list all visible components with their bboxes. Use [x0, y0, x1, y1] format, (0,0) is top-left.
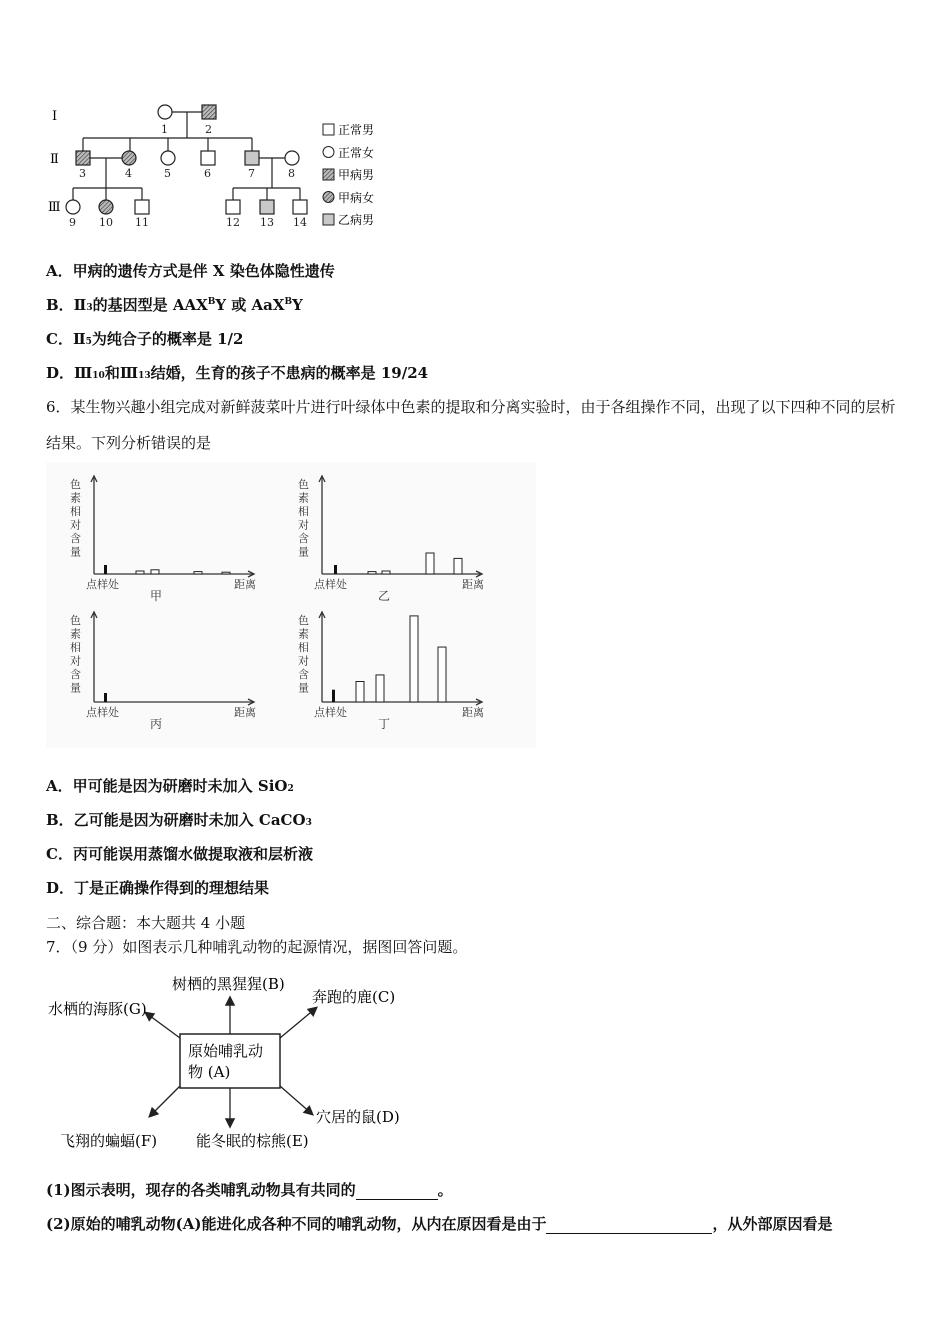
- q5-option-d-part: 10: [92, 371, 105, 381]
- individual-number: 13: [260, 216, 274, 229]
- q6-option-c: C．丙可能误用蒸馏水做提取液和层析液: [46, 845, 313, 863]
- y-axis-label: 素: [70, 627, 81, 641]
- q7-sub1-text: (1)图示表明，现存的各类哺乳动物具有共同的: [46, 1181, 356, 1199]
- q7-sub1-blank[interactable]: [356, 1183, 438, 1200]
- bar-sample-spot: [104, 693, 107, 702]
- q5-option-c: [46, 329, 243, 352]
- x-axis-label-start: 点样处: [86, 706, 119, 719]
- label-bear: 能冬眠的棕熊(E): [196, 1132, 309, 1150]
- individual-10: [99, 200, 113, 214]
- individual-12: [226, 200, 240, 214]
- q7-sub1: [46, 1180, 453, 1200]
- individual-number: 2: [205, 123, 212, 136]
- individual-14: [293, 200, 307, 214]
- mammal-origin-diagram: [46, 968, 416, 1154]
- center-label: 原始哺乳动: [188, 1042, 264, 1060]
- panel-label: 丙: [150, 717, 163, 731]
- q5-option-d-part: D．Ⅲ: [46, 364, 93, 382]
- x-axis-label-end: 距离: [462, 578, 484, 591]
- bar-pigment: [376, 675, 384, 702]
- q7-sub2-text: ，从外部原因看是: [712, 1215, 833, 1233]
- pedigree-figure: [40, 96, 400, 236]
- y-axis-label: 对: [298, 654, 309, 668]
- q5-option-c-part: 为纯合子的概率是 1/2: [91, 330, 244, 348]
- individual-number: 11: [135, 216, 149, 229]
- q6-option-a-part: 2: [287, 784, 294, 794]
- individual-number: 10: [99, 216, 113, 229]
- individual-8: [285, 151, 299, 165]
- gen-label: Ⅲ: [48, 200, 61, 215]
- y-axis-label: 素: [298, 627, 309, 641]
- q7-stem: 7．（9 分）如图表示几种哺乳动物的起源情况，据图回答问题。: [46, 938, 468, 956]
- x-axis-label-start: 点样处: [314, 706, 347, 719]
- bar-pigment: [382, 571, 390, 574]
- q5-option-d-part: 和Ⅲ: [104, 364, 139, 382]
- individual-number: 14: [293, 216, 307, 229]
- y-axis-label: 相: [298, 505, 309, 518]
- bar-pigment: [438, 647, 446, 702]
- legend-normal-male-icon: [323, 124, 334, 135]
- x-axis-label-end: 距离: [462, 706, 484, 719]
- individual-9: [66, 200, 80, 214]
- y-axis-label: 色: [70, 478, 81, 491]
- individual-7: [245, 151, 259, 165]
- q5-option-b-part: B．Ⅱ: [46, 296, 87, 314]
- legend-normal-female-icon: [323, 147, 334, 158]
- q5-option-b-part: Y 或 AaX: [215, 296, 285, 314]
- y-axis-label: 量: [70, 681, 81, 695]
- y-axis-label: 相: [70, 505, 81, 518]
- individual-2: [202, 105, 216, 119]
- q5-option-b-part: B: [207, 297, 216, 307]
- q7-sub2-blank[interactable]: [546, 1217, 712, 1234]
- y-axis-label: 相: [298, 641, 309, 654]
- label-deer: 奔跑的鹿(C): [312, 988, 396, 1006]
- y-axis-label: 量: [298, 681, 309, 695]
- individual-number: 3: [79, 167, 86, 180]
- label-bat: 飞翔的蝙蝠(F): [60, 1132, 158, 1150]
- section-heading: 二、综合题：本大题共 4 小题: [46, 914, 246, 932]
- y-axis-label: 素: [298, 491, 309, 505]
- q6-stem: 6．某生物兴趣小组完成对新鲜菠菜叶片进行叶绿体中色素的提取和分离实验时，由于各组操作不同，出现了以下四种不同的层析结果。下列分析错误的是: [46, 398, 896, 452]
- center-label: 物 (A): [188, 1063, 231, 1081]
- individual-number: 5: [164, 167, 171, 180]
- q7-sub2: [46, 1214, 832, 1234]
- bar-pigment: [454, 558, 462, 574]
- x-axis-label-end: 距离: [234, 578, 256, 591]
- individual-1: [158, 105, 172, 119]
- y-axis-label: 对: [70, 518, 81, 532]
- y-axis-label: 色: [70, 614, 81, 627]
- q5-option-a: A．甲病的遗传方式是伴 X 染色体隐性遗传: [46, 262, 335, 280]
- y-axis-label: 含: [70, 668, 81, 681]
- bar-pigment: [410, 616, 418, 702]
- q5-option-b-part: B: [284, 297, 293, 307]
- y-axis-label: 对: [298, 518, 309, 532]
- individual-11: [135, 200, 149, 214]
- bar-sample-spot: [332, 690, 335, 702]
- q6-option-d: D．丁是正确操作得到的理想结果: [46, 879, 270, 897]
- q7-sub2-text: (2)原始的哺乳动物(A)能进化成各种不同的哺乳动物，从内在原因看是由于: [46, 1215, 547, 1233]
- chromatography-charts: [46, 462, 536, 748]
- bar-pigment: [194, 572, 202, 574]
- individual-number: 12: [226, 216, 240, 229]
- bar-pigment: [426, 553, 434, 574]
- label-mouse: 穴居的鼠(D): [316, 1108, 400, 1126]
- individual-number: 1: [161, 123, 168, 136]
- q5-option-b-part: Y: [292, 296, 303, 314]
- individual-number: 4: [125, 167, 132, 180]
- legend-label: 甲病女: [338, 191, 375, 205]
- individual-4: [122, 151, 136, 165]
- legend-yi-male-icon: [323, 214, 334, 225]
- x-axis-label-end: 距离: [234, 706, 256, 719]
- x-axis-label-start: 点样处: [86, 578, 119, 591]
- bar-pigment: [368, 572, 376, 574]
- y-axis-label: 色: [298, 478, 309, 491]
- y-axis-label: 素: [70, 491, 81, 505]
- individual-number: 8: [288, 167, 295, 180]
- y-axis-label: 量: [70, 545, 81, 559]
- q6-option-b-part: 3: [305, 818, 312, 828]
- legend-jia-female-icon: [323, 192, 334, 203]
- q6-option-b-part: B．乙可能是因为研磨时未加入 CaCO: [46, 811, 306, 829]
- bar-pigment: [356, 682, 364, 703]
- q5-option-c-part: C．Ⅱ: [46, 330, 86, 348]
- gen-label: Ⅱ: [50, 152, 59, 167]
- q5-option-b-part: 3: [86, 303, 93, 313]
- bar-pigment: [222, 572, 230, 574]
- label-chimpanzee: 树栖的黑猩猩(B): [172, 975, 285, 993]
- bar-sample-spot: [334, 565, 337, 574]
- gen-label: Ⅰ: [52, 109, 58, 124]
- y-axis-label: 相: [70, 641, 81, 654]
- q6-option-a: [46, 776, 294, 799]
- y-axis-label: 含: [70, 532, 81, 545]
- q6-option-a-part: A．甲可能是因为研磨时未加入 SiO: [46, 777, 288, 795]
- legend-label: 甲病男: [338, 168, 375, 182]
- individual-number: 6: [204, 167, 211, 180]
- bar-sample-spot: [104, 565, 107, 574]
- individual-number: 9: [69, 216, 76, 229]
- bar-pigment: [136, 571, 144, 574]
- y-axis-label: 对: [70, 654, 81, 668]
- legend-label: 正常女: [338, 146, 375, 160]
- x-axis-label-start: 点样处: [314, 578, 347, 591]
- q7-sub1-text: 。: [437, 1181, 453, 1199]
- y-axis-label: 含: [298, 532, 309, 545]
- individual-5: [161, 151, 175, 165]
- q6-option-b: [46, 810, 312, 833]
- y-axis-label: 量: [298, 545, 309, 559]
- q5-option-d-part: 13: [138, 371, 151, 381]
- panel-label: 丁: [378, 717, 391, 731]
- panel-label: 甲: [150, 589, 163, 603]
- label-dolphin: 水栖的海豚(G): [48, 1000, 147, 1018]
- legend-label: 正常男: [338, 123, 375, 137]
- individual-number: 7: [248, 167, 255, 180]
- y-axis-label: 含: [298, 668, 309, 681]
- individual-13: [260, 200, 274, 214]
- y-axis-label: 色: [298, 614, 309, 627]
- q5-option-b: [46, 295, 303, 318]
- q5-option-b-part: 的基因型是 AAX: [92, 296, 208, 314]
- panel-label: 乙: [378, 589, 391, 603]
- bar-pigment: [151, 570, 159, 574]
- individual-3: [76, 151, 90, 165]
- individual-6: [201, 151, 215, 165]
- legend-label: 乙病男: [338, 213, 375, 227]
- q5-option-d-part: 结婚，生育的孩子不患病的概率是 19/24: [150, 364, 429, 382]
- legend-jia-male-icon: [323, 169, 334, 180]
- q5-option-c-part: 5: [85, 337, 92, 347]
- q5-option-d: [46, 363, 428, 386]
